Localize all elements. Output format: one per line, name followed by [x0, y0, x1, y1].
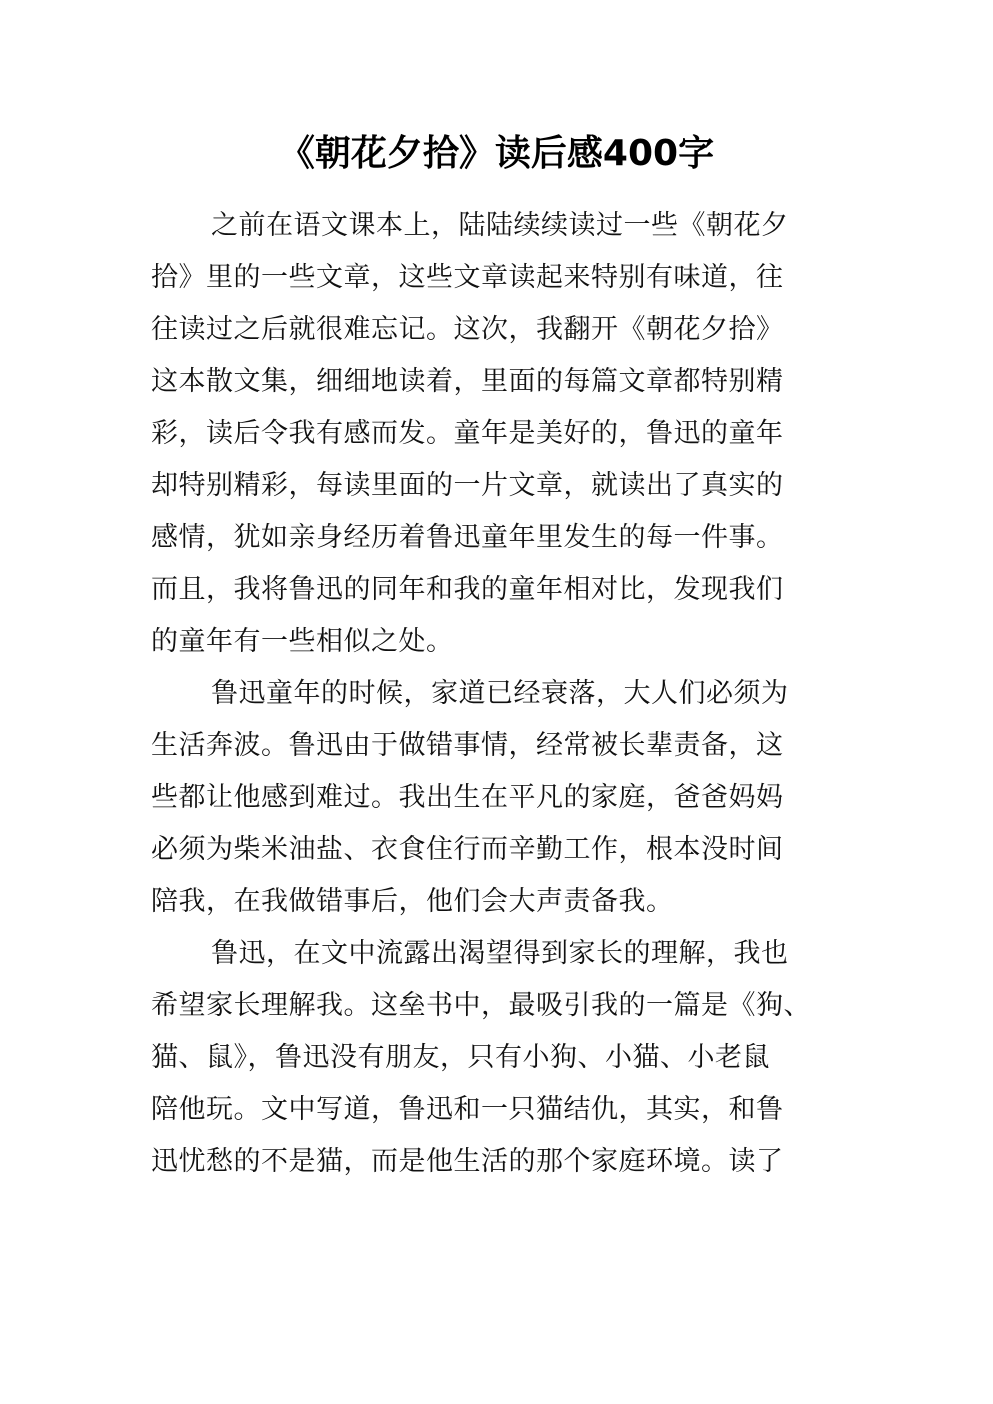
- text-line: 陪我，在我做错事后，他们会大声责备我。: [151, 886, 674, 917]
- text-line: 鲁迅童年的时候，家道已经衰落，大人们必须为: [211, 678, 789, 709]
- text-line: 陪他玩。文中写道，鲁迅和一只猫结仇，其实，和鲁: [151, 1094, 784, 1125]
- text-line: 些都让他感到难过。我出生在平凡的家庭，爸爸妈妈: [151, 782, 784, 813]
- text-line: 往读过之后就很难忘记。这次，我翻开《朝花夕拾》: [151, 314, 784, 345]
- text-line: 之前在语文课本上，陆陆续续读过一些《朝花夕: [211, 210, 789, 241]
- text-line: 而且，我将鲁迅的同年和我的童年相对比，发现我们: [151, 574, 784, 605]
- text-line: 感情，犹如亲身经历着鲁迅童年里发生的每一件事。: [151, 522, 784, 553]
- document-body: [151, 200, 871, 1188]
- text-line: 希望家长理解我。这垒书中，最吸引我的一篇是《狗、: [151, 990, 811, 1021]
- text-line: 猫、鼠》，鲁迅没有朋友，只有小狗、小猫、小老鼠: [151, 1042, 770, 1073]
- text-line: 的童年有一些相似之处。: [151, 626, 454, 657]
- paragraph-2: [151, 668, 871, 928]
- paragraph-1: [151, 200, 871, 668]
- text-line: 生活奔波。鲁迅由于做错事情，经常被长辈责备，这: [151, 730, 784, 761]
- document-title: 《朝花夕拾》读后感400字: [278, 133, 715, 174]
- paragraph-3: [151, 928, 871, 1188]
- text-line: 彩，读后令我有感而发。童年是美好的，鲁迅的童年: [151, 418, 784, 449]
- text-line: 却特别精彩，每读里面的一片文章，就读出了真实的: [151, 470, 784, 501]
- text-line: 拾》里的一些文章，这些文章读起来特别有味道，往: [151, 262, 784, 293]
- text-line: 鲁迅，在文中流露出渴望得到家长的理解，我也: [211, 938, 789, 969]
- text-line: 这本散文集，细细地读着，里面的每篇文章都特别精: [151, 366, 784, 397]
- text-line: 迅忧愁的不是猫，而是他生活的那个家庭环境。读了: [151, 1146, 784, 1177]
- text-line: 必须为柴米油盐、衣食住行而辛勤工作，根本没时间: [151, 834, 784, 865]
